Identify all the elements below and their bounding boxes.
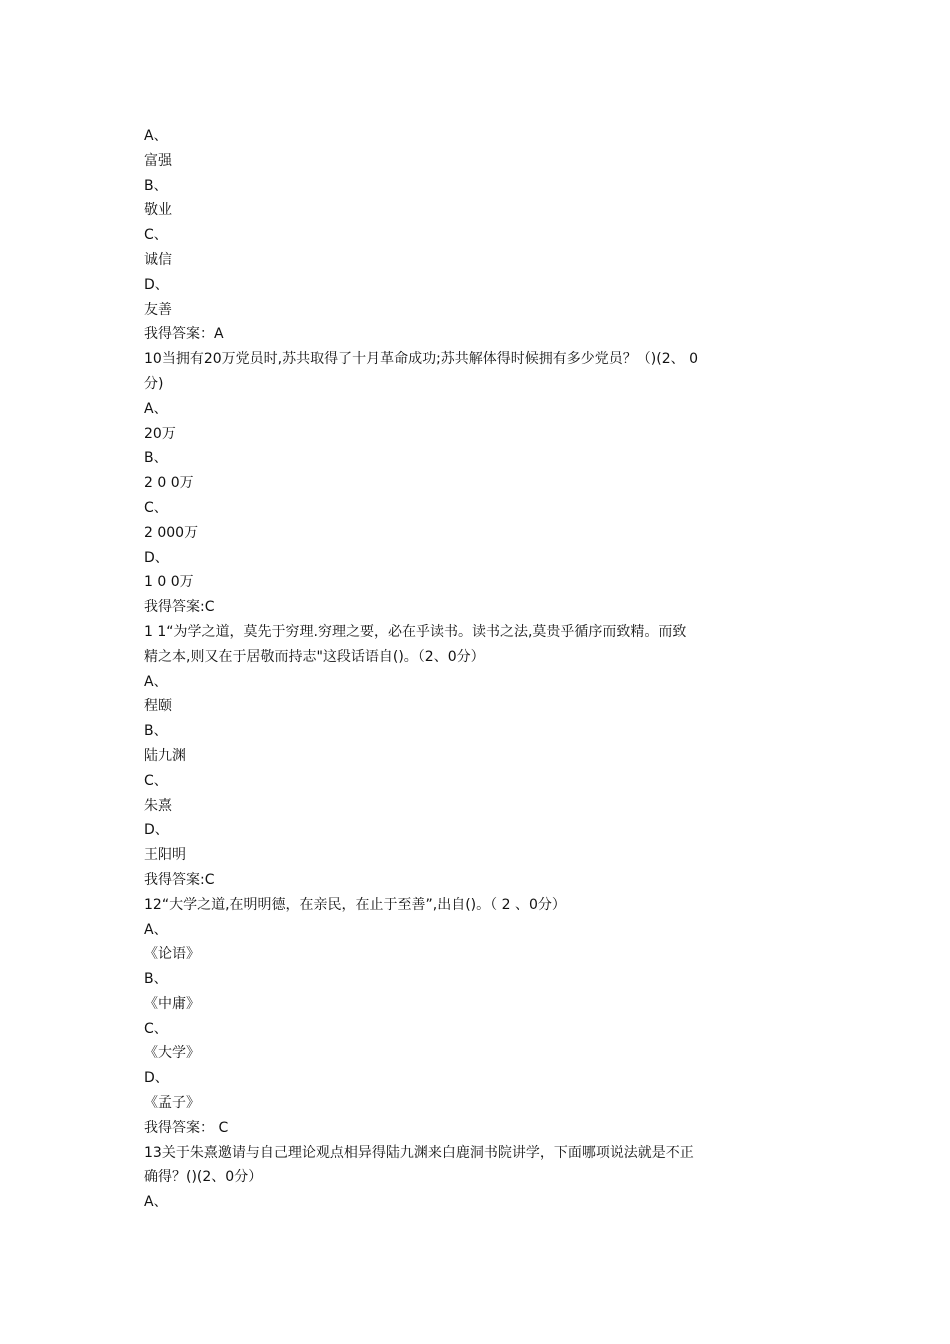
question-10-text-cont: 分): [144, 375, 164, 392]
question-13-text: 13关于朱熹邀请与自己理论观点相异得陆九渊来白鹿洞书院讲学，下面哪项说法就是不正: [144, 1144, 694, 1161]
option-label-c: C、: [144, 499, 168, 516]
option-text: 20万: [144, 425, 176, 442]
question-11-text-cont: 精之本,则又在于居敬而持志"这段话语自()。（2、0分）: [144, 648, 485, 665]
option-text: 程颐: [144, 698, 172, 715]
option-text: 《大学》: [144, 1045, 200, 1062]
option-text: 《论语》: [144, 946, 200, 963]
question-13-text-cont: 确得？()(2、0分）: [144, 1169, 263, 1186]
option-text: 富强: [144, 152, 172, 169]
my-answer: 我得答案:C: [144, 871, 215, 888]
option-text: 王阳明: [144, 847, 186, 864]
option-label-b: B、: [144, 177, 168, 194]
option-text: 陆九渊: [144, 747, 186, 764]
option-label-c: C、: [144, 772, 168, 789]
option-label-b: B、: [144, 450, 168, 467]
my-answer: 我得答案：A: [144, 326, 224, 343]
option-label-a: A、: [144, 1194, 168, 1211]
question-11-text: 1 1“为学之道，莫先于穷理.穷理之要，必在乎读书。读书之法,莫贵乎循序而致精。而致: [144, 623, 687, 640]
option-label-b: B、: [144, 971, 168, 988]
my-answer: 我得答案： C: [144, 1119, 229, 1136]
option-text: 敬业: [144, 202, 172, 219]
option-label-d: D、: [144, 276, 169, 293]
option-text: 1 0 0万: [144, 574, 194, 591]
option-text: 《孟子》: [144, 1095, 200, 1112]
option-text: 2 000万: [144, 524, 199, 541]
option-text: 诚信: [144, 251, 172, 268]
option-label-a: A、: [144, 673, 168, 690]
option-text: 朱熹: [144, 797, 172, 814]
option-label-d: D、: [144, 1070, 169, 1087]
document-page: [144, 124, 824, 1215]
option-label-d: D、: [144, 822, 169, 839]
my-answer: 我得答案:C: [144, 599, 215, 616]
option-label-a: A、: [144, 400, 168, 417]
option-label-b: B、: [144, 723, 168, 740]
option-label-a: A、: [144, 128, 168, 144]
question-12-text: 12“大学之道,在明明德，在亲民，在止于至善”,出自()。（ 2 、0分）: [144, 896, 566, 913]
option-text: 《中庸》: [144, 995, 200, 1012]
option-text: 友善: [144, 301, 172, 318]
option-label-a: A、: [144, 921, 168, 938]
option-text: 2 0 0万: [144, 475, 194, 492]
option-label-c: C、: [144, 227, 168, 244]
option-label-d: D、: [144, 549, 169, 566]
question-10-text: 10当拥有20万党员时,苏共取得了十月革命成功;苏共解体得时候拥有多少党员？（)(2、 0: [144, 351, 698, 368]
option-label-c: C、: [144, 1020, 168, 1037]
